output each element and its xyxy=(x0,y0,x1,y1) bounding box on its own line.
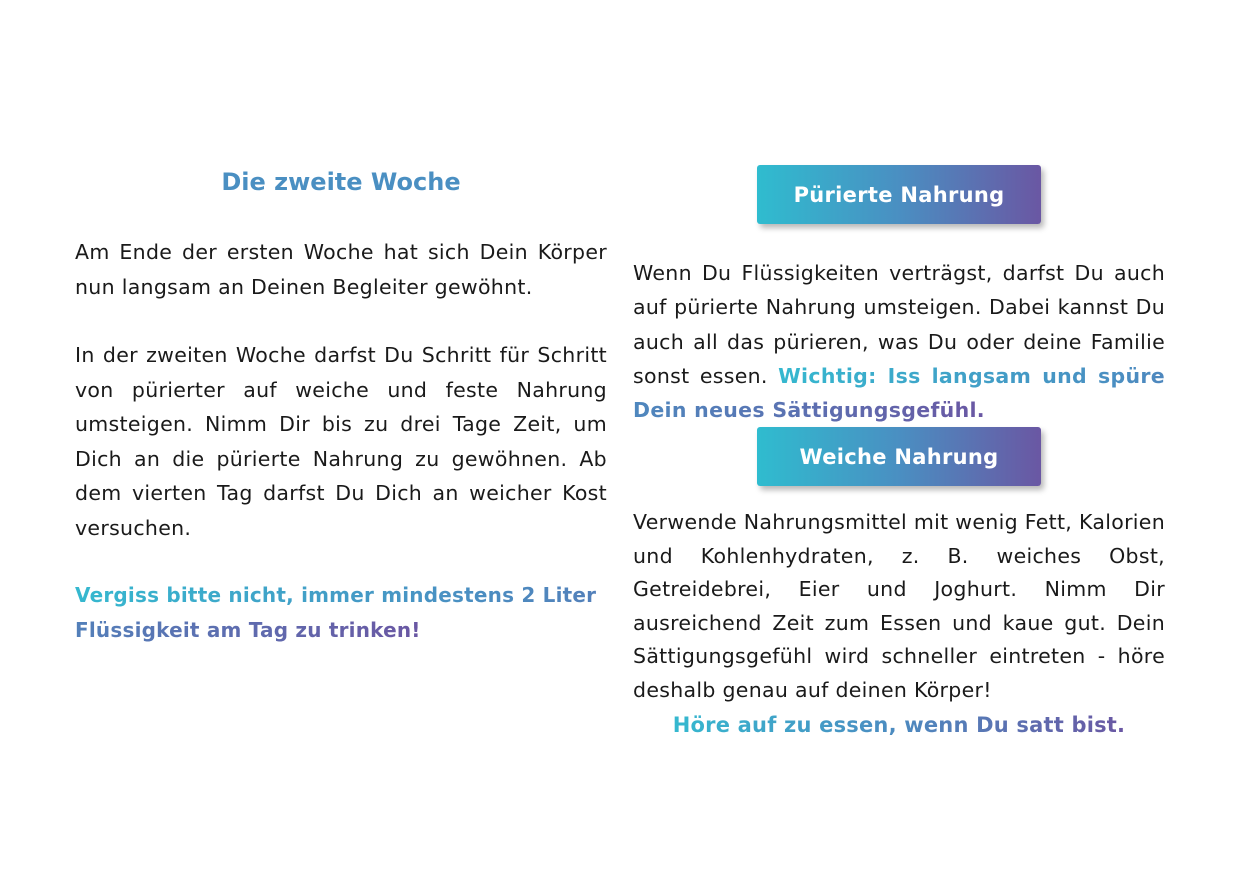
left-column xyxy=(75,162,607,648)
pureed-food-button[interactable]: Pürierte Nahrung xyxy=(757,165,1041,224)
soft-food-paragraph: Verwende Nahrungsmittel mit wenig Fett, Kalorien und Kohlenhydraten, z. B. weiches Obst, Getreidebrei, Eier und Joghurt. Nimm Dir ausreichend Zeit zum Essen und kaue gut. Dein Sättigungsgefühl wird schneller eintreten - höre deshalb genau auf deinen Körper! xyxy=(633,510,1165,702)
pureed-food-paragraph xyxy=(633,256,1165,427)
soft-food-button[interactable]: Weiche Nahrung xyxy=(757,427,1041,486)
pureed-food-highlight: Wichtig: Iss langsam und spüre Dein neues Sättigungsgefühl. xyxy=(633,363,1165,423)
hydration-note xyxy=(75,578,607,648)
pureed-food-text: Wenn Du Flüssigkeiten verträgst, darfst Du auch auf pürierte Nahrung umsteigen. Dabei kannst Du auch all das pürieren, was Du oder deine Familie sonst essen. xyxy=(633,261,1165,388)
closing-note xyxy=(633,708,1165,742)
hydration-note-text: Vergiss bitte nicht, immer mindestens 2 Liter Flüssigkeit am Tag zu trinken! xyxy=(75,583,597,642)
page-title: Die zweite Woche xyxy=(221,168,461,196)
closing-note-text: Höre auf zu essen, wenn Du satt bist. xyxy=(672,712,1126,737)
second-week-paragraph: In der zweiten Woche darfst Du Schritt für Schritt von pürierter auf weiche und feste Nahrung umsteigen. Nimm Dir bis zu drei Tage Zeit, um Dich an die pürierte Nahrung zu gewöhnen. Ab dem vierten Tag darfst Du Dich an weicher Kost versuchen. xyxy=(75,343,607,540)
right-column xyxy=(633,165,1165,742)
intro-paragraph: Am Ende der ersten Woche hat sich Dein Körper nun langsam an Deinen Begleiter gewöhnt. xyxy=(75,240,607,299)
